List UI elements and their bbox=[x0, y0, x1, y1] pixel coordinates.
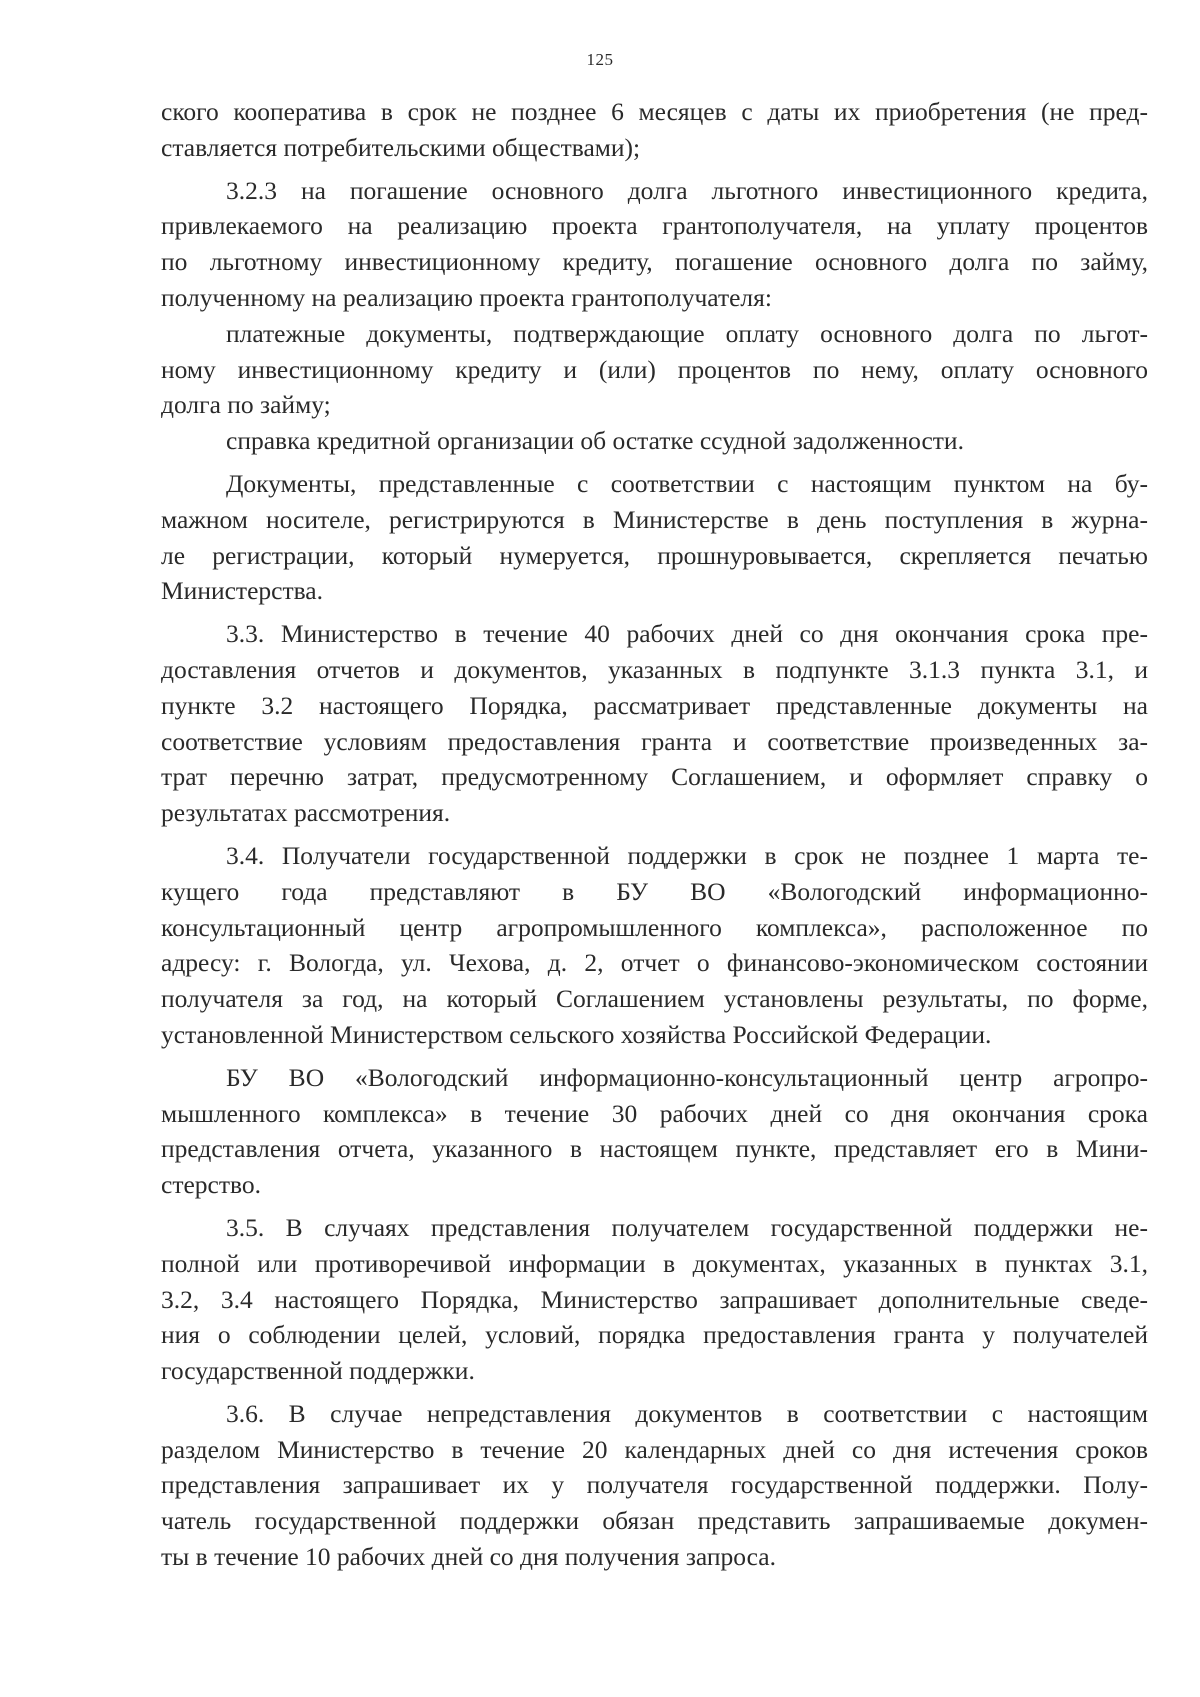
text-line: мажном носителе, регистрируются в Министерстве в день поступления в журна- bbox=[161, 504, 1148, 534]
text-line: государственной поддержки. bbox=[161, 1356, 475, 1386]
text-line: полной или противоречивой информации в документах, указанных в пунктах 3.1, bbox=[161, 1248, 1148, 1278]
text-line: мышленного комплекса» в течение 30 рабочих дней со дня окончания срока bbox=[161, 1098, 1148, 1128]
text-line: 3.3. Министерство в течение 40 рабочих дней со дня окончания срока пре- bbox=[226, 619, 1148, 649]
text-line: установленной Министерством сельского хозяйства Российской Федерации. bbox=[161, 1019, 992, 1049]
text-line: представления отчета, указанного в настоящем пункте, представляет его в Мини- bbox=[161, 1134, 1148, 1164]
text-line: 3.6. В случае непредставления документов в соответствии с настоящим bbox=[226, 1398, 1148, 1428]
text-line: привлекаемого на реализацию проекта грантополучателя, на уплату процентов bbox=[161, 211, 1148, 241]
text-line: полученному на реализацию проекта грантополучателя: bbox=[161, 282, 772, 312]
paragraph bbox=[161, 466, 1148, 609]
text-line: ния о соблюдении целей, условий, порядка предоставления гранта у получателей bbox=[161, 1320, 1148, 1350]
paragraph bbox=[161, 316, 1148, 423]
text-line: соответствие условиям предоставления гранта и соответствие произведенных за- bbox=[161, 726, 1148, 756]
text-line: справка кредитной организации об остатке ссудной задолженности. bbox=[226, 426, 964, 456]
text-line: ставляется потребительскими обществами); bbox=[161, 132, 641, 162]
paragraph bbox=[161, 616, 1148, 831]
paragraph bbox=[161, 838, 1148, 1053]
text-line: 3.5. В случаях представления получателем государственной поддержки не- bbox=[226, 1212, 1148, 1242]
paragraph bbox=[161, 1060, 1148, 1203]
text-line: адресу: г. Вологда, ул. Чехова, д. 2, отчет о финансово-экономическом состоянии bbox=[161, 948, 1148, 978]
text-line: получателя за год, на который Соглашением установлены результаты, по форме, bbox=[161, 984, 1148, 1014]
document-body bbox=[161, 94, 1148, 1575]
text-line: стерство. bbox=[161, 1170, 261, 1200]
text-line: представления запрашивает их у получателя государственной поддержки. Полу- bbox=[161, 1470, 1148, 1500]
text-line: результатах рассмотрения. bbox=[161, 798, 451, 828]
text-line: Документы, представленные с соответствии с настоящим пунктом на бу- bbox=[226, 468, 1148, 498]
text-line: 3.2, 3.4 настоящего Порядка, Министерство запрашивает дополнительные сведе- bbox=[161, 1284, 1148, 1314]
text-line: долга по займу; bbox=[161, 390, 331, 420]
text-line: Министерства. bbox=[161, 576, 324, 606]
text-line: доставления отчетов и документов, указанных в подпункте 3.1.3 пункта 3.1, и bbox=[161, 654, 1148, 684]
paragraph bbox=[161, 1210, 1148, 1389]
text-line: трат перечню затрат, предусмотренному Соглашением, и оформляет справку о bbox=[161, 762, 1148, 792]
text-line: разделом Министерство в течение 20 календарных дней со дня истечения сроков bbox=[161, 1434, 1148, 1464]
text-line: ского кооператива в срок не позднее 6 месяцев с даты их приобретения (не пред- bbox=[161, 97, 1148, 126]
text-line: чатель государственной поддержки обязан представить запрашиваемые докумен- bbox=[161, 1506, 1148, 1536]
page-number: 125 bbox=[586, 50, 614, 69]
paragraph bbox=[161, 423, 1148, 459]
paragraph bbox=[161, 173, 1148, 316]
text-line: по льготному инвестиционному кредиту, погашение основного долга по займу, bbox=[161, 247, 1148, 277]
text-line: кущего года представляют в БУ ВО «Вологодский информационно- bbox=[161, 876, 1148, 906]
text-line: платежные документы, подтверждающие оплату основного долга по льгот- bbox=[226, 318, 1148, 348]
text-line: 3.4. Получатели государственной поддержки в срок не позднее 1 марта те- bbox=[226, 840, 1148, 870]
text-line: 3.2.3 на погашение основного долга льготного инвестиционного кредита, bbox=[226, 175, 1148, 205]
text-line: ты в течение 10 рабочих дней со дня получения запроса. bbox=[161, 1542, 776, 1572]
paragraph bbox=[161, 94, 1148, 166]
text-line: ле регистрации, который нумеруется, прошнуровывается, скрепляется печатью bbox=[161, 540, 1148, 570]
paragraph bbox=[161, 1396, 1148, 1575]
text-line: пункте 3.2 настоящего Порядка, рассматривает представленные документы на bbox=[161, 690, 1148, 720]
text-line: консультационный центр агропромышленного комплекса», расположенное по bbox=[161, 912, 1148, 942]
text-line: БУ ВО «Вологодский информационно-консультационный центр агропро- bbox=[226, 1062, 1148, 1092]
text-line: ному инвестиционному кредиту и (или) процентов по нему, оплату основного bbox=[161, 354, 1148, 384]
